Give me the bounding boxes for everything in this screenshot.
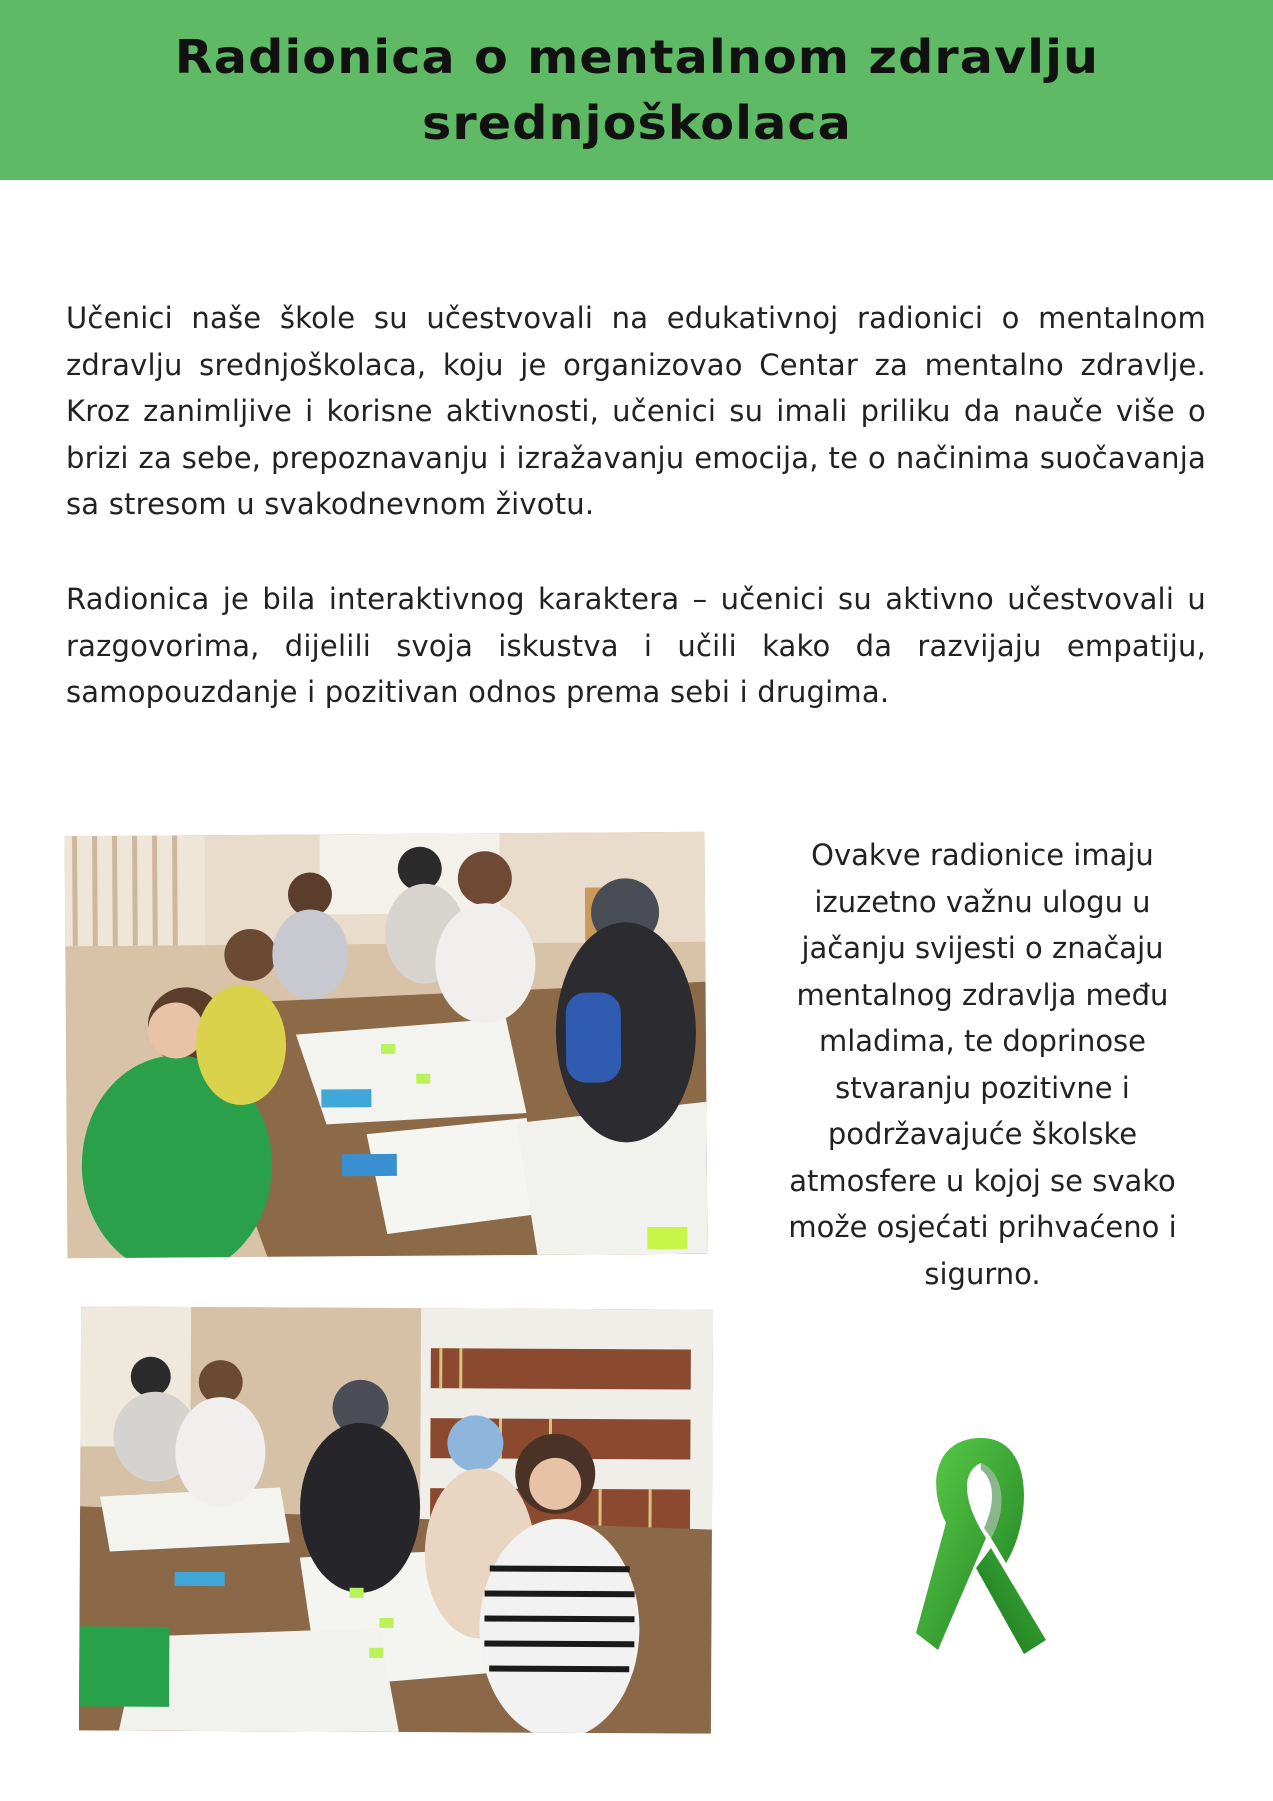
page-title: Radionica o mentalnom zdravlju srednjoškolaca [174,30,1099,150]
workshop-photo-1 [65,832,708,1258]
side-text: Ovakve radionice imaju izuzetno važnu ulogu u jačanju svijesti o značaju mentalnog zdravlja među mladima, te doprinose stvaranju pozitivne i podržavajuće školske atmosfere u kojoj se svako može osjećati prihvaćeno i sigurno. [788,838,1177,1291]
second-paragraph: Radionica je bila interaktivnog karaktera – učenici su aktivno učestvovali u razgovorima, dijelili svoja iskustva i učili kako da razvijaju empatiju, samopouzdanje i pozitivan odnos prema sebi i drugima. [66,582,1206,709]
green-awareness-ribbon-icon [896,1428,1066,1658]
intro-paragraph: Učenici naše škole su učestvovali na edukativnoj radionici o mentalnom zdravlju srednjoškolaca, koju je organizovao Centar za mentalno zdravlje. Kroz zanimljive i korisne aktivnosti, učenici su imali priliku da nauče više o brizi za sebe, prepoznavanju i izražavanju emocija, te o načinima suočavanja sa stresom u svakodnevnom životu. [66,301,1206,521]
workshop-photo-2 [79,1306,713,1733]
header-banner [0,0,1273,180]
